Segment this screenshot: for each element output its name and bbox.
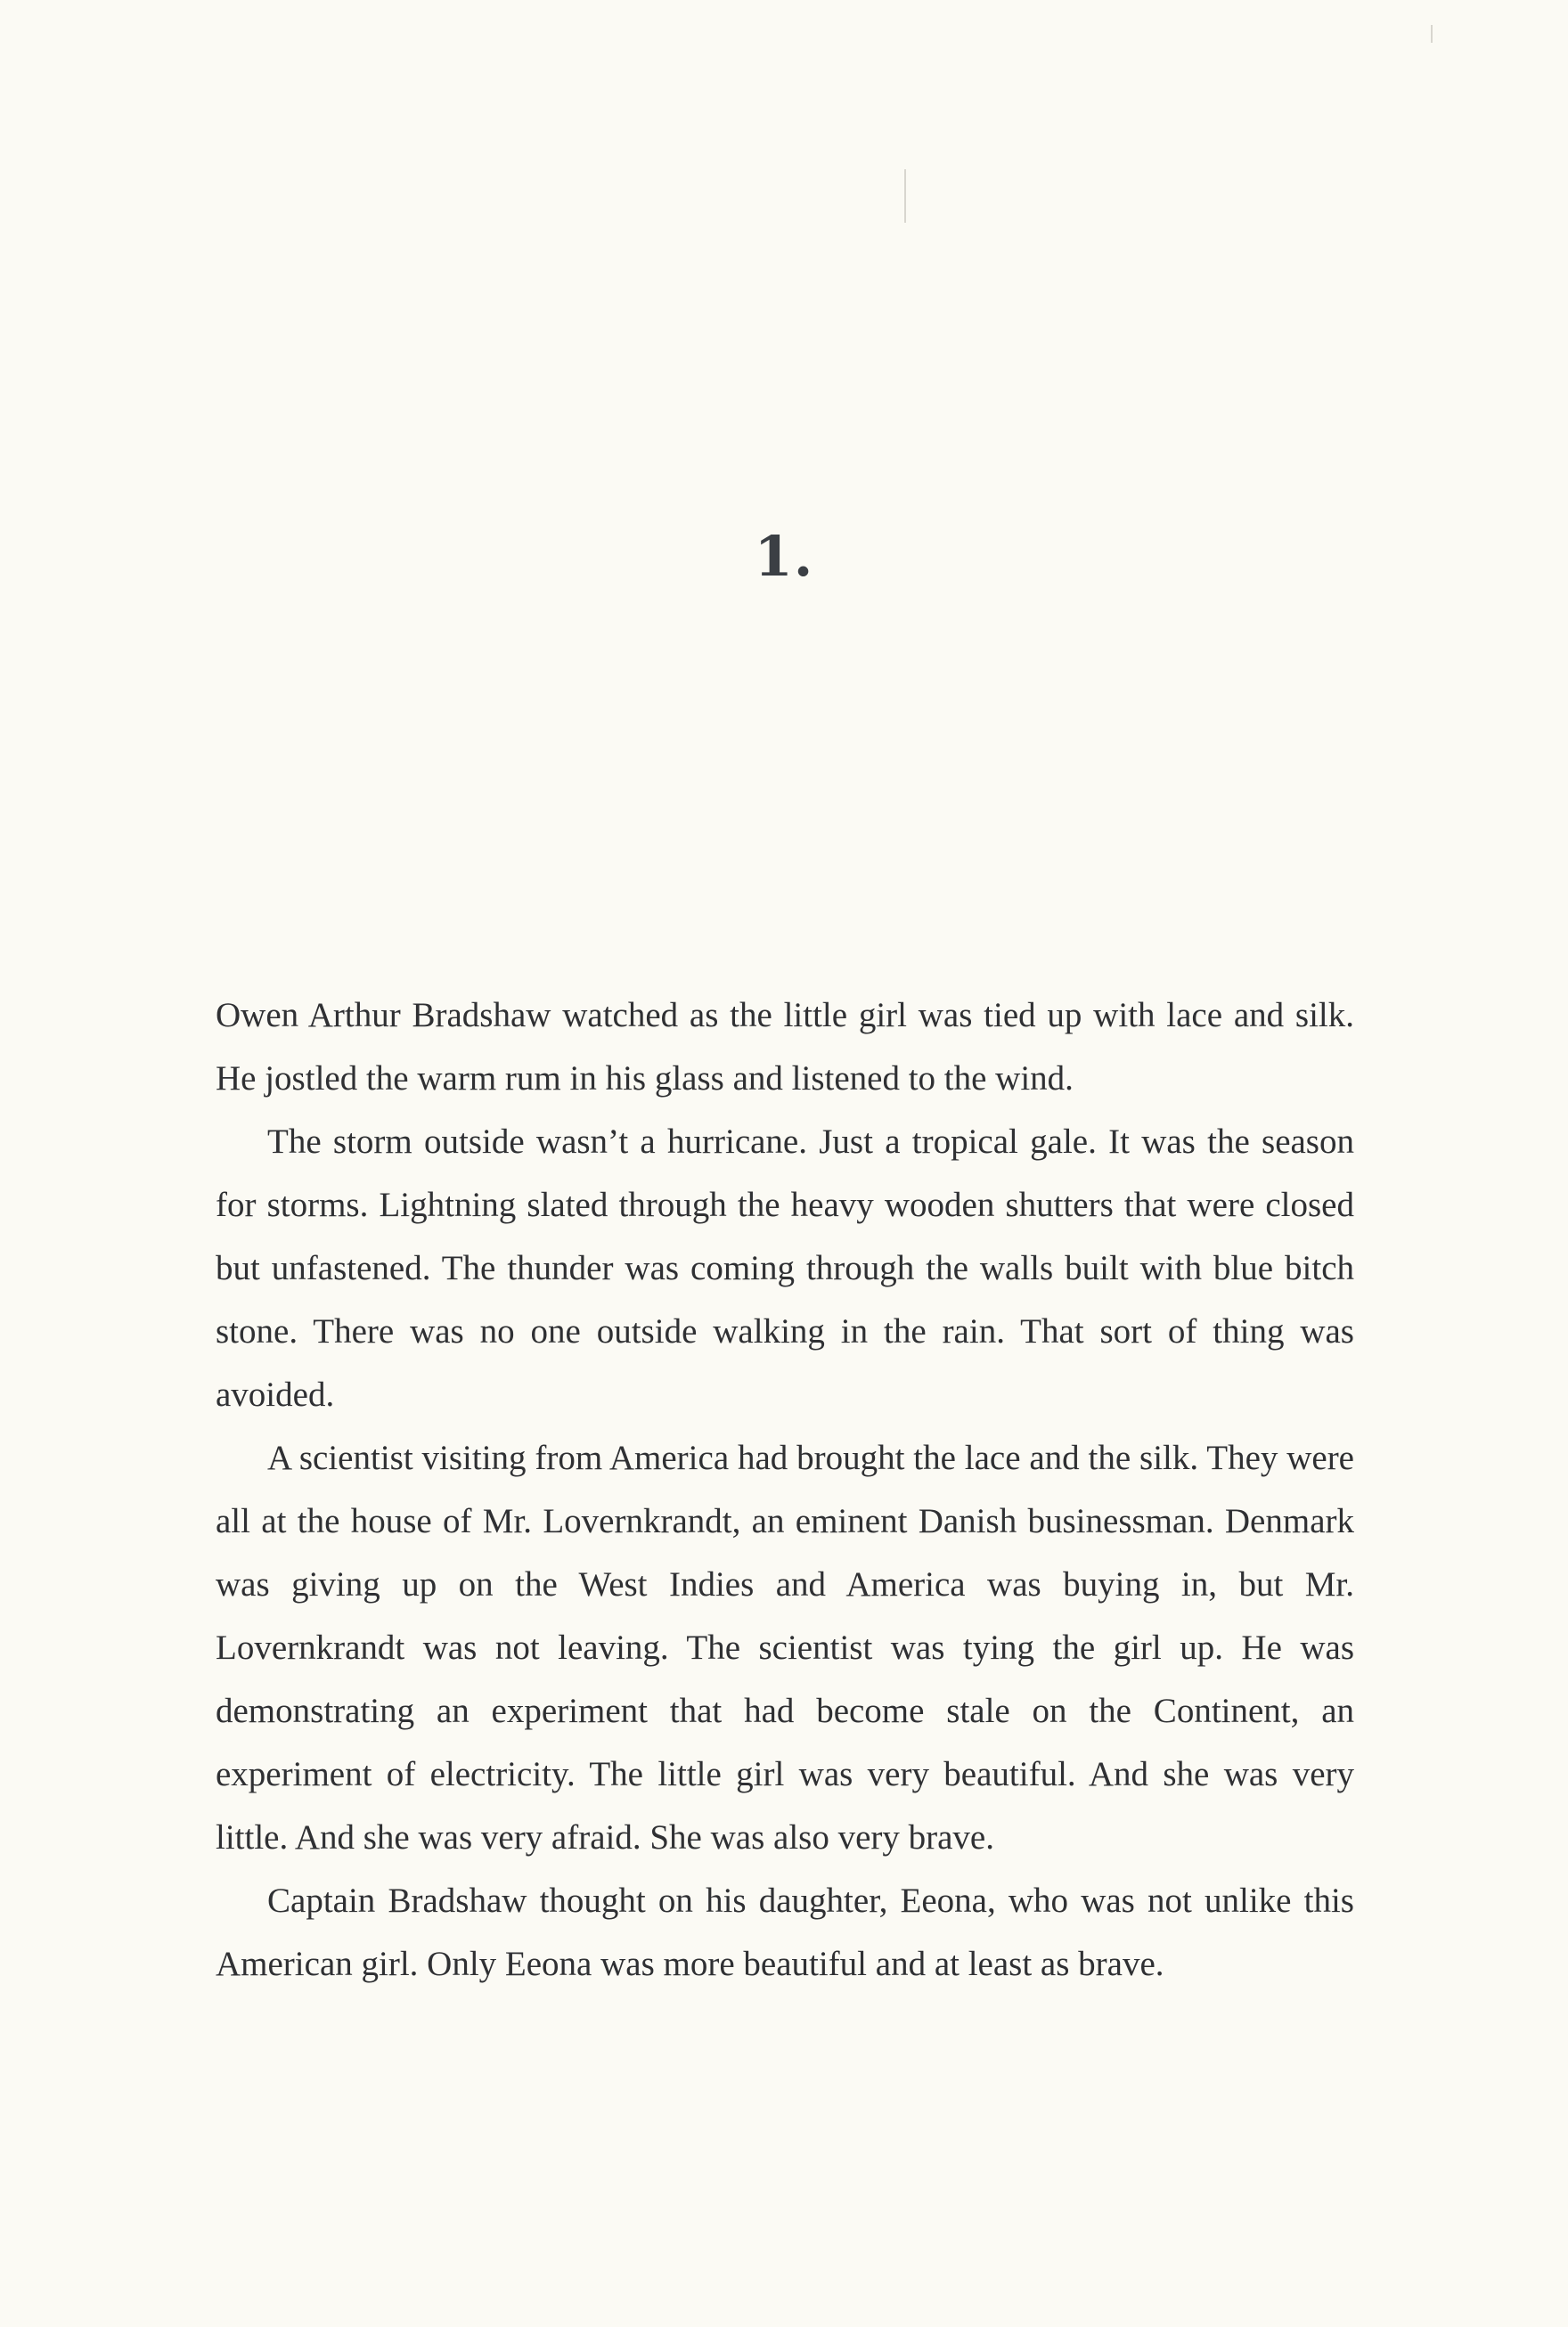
paragraph: Captain Bradshaw thought on his daughter, Eeona, who was not unlike this American girl. Only Eeona was more beautiful and at least as brave. bbox=[216, 1882, 1354, 1983]
paragraph: Owen Arthur Bradshaw watched as the little girl was tied up with lace and silk. He jostled the warm rum in his glass and listened to the wind. bbox=[216, 996, 1354, 1098]
chapter-number: 1. bbox=[754, 524, 814, 589]
paragraph: A scientist visiting from America had brought the lace and the silk. They were all at the house of Mr. Lovernkrandt, an eminent Danish businessman. Denmark was giving up on the West Indies and America was buying in, but Mr. Lovernkrandt was not leaving. The scientist was tying the girl up. He was demonstrating an experiment that had become stale on the Continent, an experiment of electricity. The little girl was very beautiful. And she was very little. And she was very afraid. She was also very brave. bbox=[216, 1439, 1354, 1857]
paragraph: The storm outside wasn’t a hurricane. Just a tropical gale. It was the season for storms. Lightning slated through the heavy wooden shutters that were closed but unfastened. The thunder was coming through the walls built with blue bitch stone. There was no one outside walking in the rain. That sort of thing was avoided. bbox=[216, 1123, 1354, 1414]
scan-speck bbox=[1431, 25, 1433, 43]
scan-speck bbox=[904, 169, 906, 223]
chapter-body bbox=[216, 984, 1354, 1996]
